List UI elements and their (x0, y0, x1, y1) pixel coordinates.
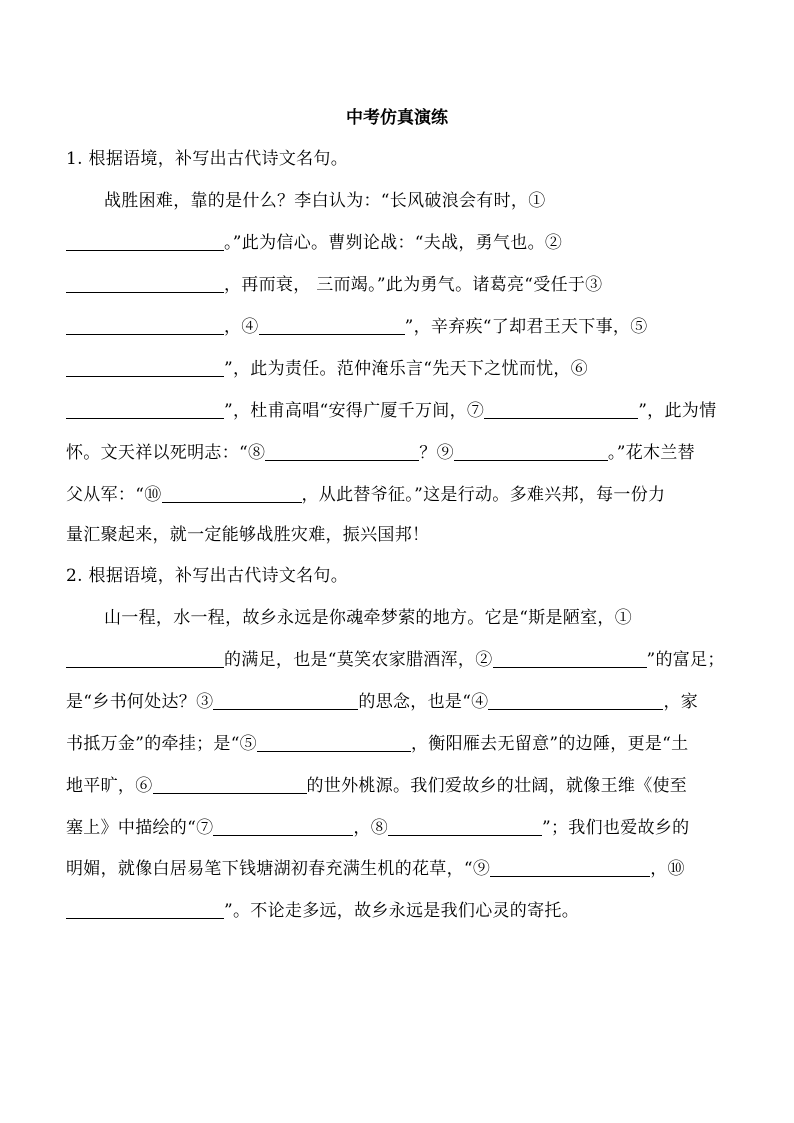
q1-line-6-text-b: ”，此为情 (638, 401, 717, 421)
q2-line-2-text-b: ”的富足； (646, 650, 725, 670)
q1-line-2 (66, 227, 726, 259)
q1-line-7-text-a: 怀。文天祥以死明志：“⑧ (66, 443, 266, 463)
q1-line-7 (66, 437, 726, 469)
blank-2-10[interactable] (66, 898, 224, 919)
q1-line-6-text-a: ”，杜甫高唱“安得广厦千万间，⑦ (224, 401, 485, 421)
q1-line-8 (66, 479, 726, 511)
q2-heading: 2. 根据语境，补写出古代诗文名句。 (66, 566, 349, 586)
q1-line-3-text: ，再而衰， 三而竭。”此为勇气。诸葛亮“受任于③ (224, 275, 603, 295)
q1-line-7-text-b: ？⑨ (419, 443, 454, 463)
q1-line-4 (66, 311, 726, 343)
blank-2-1[interactable] (66, 647, 224, 668)
blank-1-7[interactable] (484, 398, 638, 419)
q1-line-8-text-a: 父从军：“⑩ (66, 485, 162, 505)
q1-line-9: 量汇聚起来，就一定能够战胜灾难，振兴国邦！ (66, 525, 430, 545)
q2-line-7-text-b: ，⑩ (650, 859, 685, 879)
q1-line-8-text-b: ，从此替爷征。”这是行动。多难兴邦，每一份力 (301, 485, 666, 505)
blank-2-5[interactable] (257, 731, 411, 752)
blank-2-9[interactable] (490, 856, 650, 877)
q2-line-7 (66, 853, 726, 885)
q2-line-4-text-a: 书抵万金”的牵挂；是“⑤ (66, 734, 257, 754)
q2-line-8 (66, 895, 726, 927)
q2-line-6-text-b: ，⑧ (353, 818, 388, 838)
q2-line-3-text-a: 是“乡书何处达？③ (66, 692, 214, 712)
blank-1-4[interactable] (259, 314, 405, 335)
q1-line-2-text: 。”此为信心。曹刿论战：“夫战，勇气也。② (224, 233, 563, 253)
q2-line-6-text-a: 塞上》中描绘的“⑦ (66, 818, 214, 838)
blank-2-8[interactable] (388, 815, 542, 836)
q2-line-6-text-c: ”；我们也爱故乡的 (542, 818, 690, 838)
q2-line-4-text-b: ，衡阳雁去无留意”的边陲，更是“土 (410, 734, 689, 754)
q1-line-6 (66, 395, 726, 427)
q1-line-5-text: ”，此为责任。范仲淹乐言“先天下之忧而忧，⑥ (224, 359, 588, 379)
q1-line-1: 战胜困难，靠的是什么？李白认为：“长风破浪会有时，① (104, 191, 546, 211)
q1-line-7-text-c: 。”花木兰替 (607, 443, 695, 463)
q1-line-3 (66, 269, 726, 301)
blank-1-8[interactable] (265, 440, 419, 461)
q2-line-7-text-a: 明媚，就像白居易笔下钱塘湖初春充满生机的花草，“⑨ (66, 859, 491, 879)
blank-1-5[interactable] (66, 356, 224, 377)
blank-1-10[interactable] (162, 482, 302, 503)
q2-line-5-text-b: 的世外桃源。我们爱故乡的壮阔，就像王维《使至 (306, 776, 688, 796)
blank-1-3[interactable] (66, 314, 224, 335)
q2-line-8-text: ”。不论走多远，故乡永远是我们心灵的寄托。 (224, 901, 579, 921)
blank-1-2[interactable] (66, 272, 224, 293)
q1-line-4-text-b: ”，辛弃疾“了却君王天下事，⑤ (404, 317, 648, 337)
q2-line-3 (66, 686, 726, 718)
q2-line-5 (66, 770, 726, 802)
blank-2-2[interactable] (493, 647, 647, 668)
q1-heading: 1. 根据语境，补写出古代诗文名句。 (66, 149, 349, 169)
q2-line-3-text-b: 的思念，也是“④ (358, 692, 489, 712)
q2-line-2-text-a: 的满足，也是“莫笑农家腊酒浑，② (224, 650, 493, 670)
q2-line-1: 山一程，水一程，故乡永远是你魂牵梦萦的地方。它是“斯是陋室，① (104, 608, 632, 628)
q2-line-5-text-a: 地平旷，⑥ (66, 776, 153, 796)
q1-line-4-text-a: ，④ (224, 317, 259, 337)
blank-1-1[interactable] (66, 230, 224, 251)
q2-line-2 (66, 644, 726, 676)
blank-2-4[interactable] (488, 689, 663, 710)
blank-2-3[interactable] (213, 689, 358, 710)
q2-line-6 (66, 812, 726, 844)
q2-line-3-text-c: ，家 (663, 692, 699, 712)
blank-1-9[interactable] (454, 440, 608, 461)
page-title: 中考仿真演练 (346, 108, 448, 128)
blank-2-6[interactable] (153, 773, 307, 794)
blank-2-7[interactable] (213, 815, 353, 836)
blank-1-6[interactable] (66, 398, 224, 419)
q1-line-5 (66, 353, 726, 385)
q2-line-4 (66, 728, 726, 760)
